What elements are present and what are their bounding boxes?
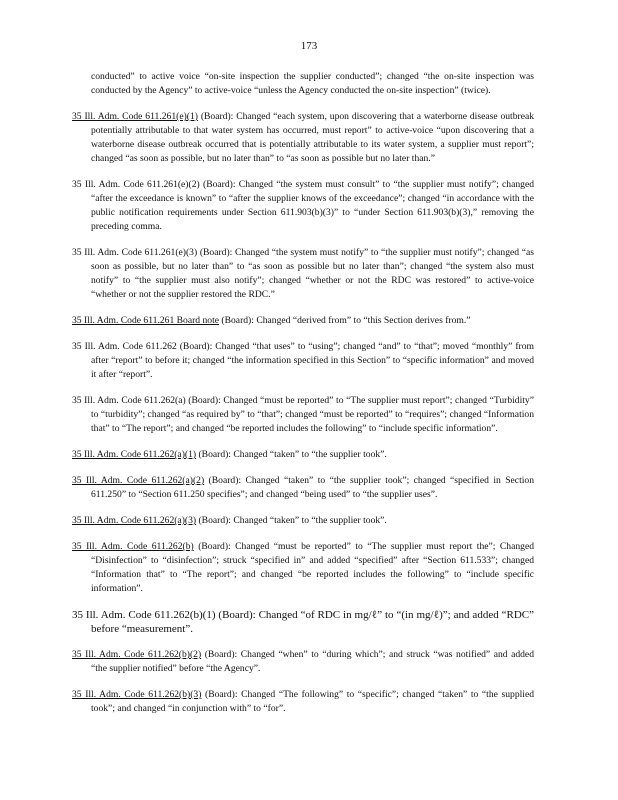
section-citation: 35 Ill. Adm. Code 611.262: [72, 341, 177, 352]
page-number: 173: [300, 40, 318, 52]
amendment-text: (Board): Changed “must be reported” to “The supplier must report”; changed “Turbidity” to “turbidity”; changed “as required by” to “that”; changed “must be reported” to “requires”; changed “Information that” to “The report”; and changed “be reported includes the following” to “include specific information”.: [91, 395, 534, 434]
section-citation: 35 Ill. Adm. Code 611.261(e)(2): [72, 179, 200, 190]
amendment-entry: [72, 246, 534, 302]
section-citation: 35 Ill. Adm. Code 611.262(a): [72, 395, 186, 406]
amendment-text: (Board): Changed “when” to “during which”; and struck “was notified” and added “the supplier notified” before “the Agency”.: [91, 649, 534, 674]
section-citation: 35 Ill. Adm. Code 611.261 Board note: [72, 315, 220, 326]
section-citation: 35 Ill. Adm. Code 611.261(e)(3): [72, 247, 198, 258]
amendment-entry: [72, 314, 534, 328]
amendment-text: (Board): Changed “taken” to “the supplier took”.: [196, 449, 387, 460]
section-citation: 35 Ill. Adm. Code 611.262(b)(3): [72, 689, 202, 700]
amendment-entry: [72, 474, 534, 502]
document-body: [72, 70, 534, 728]
amendment-entry: [72, 394, 534, 436]
section-citation: 35 Ill. Adm. Code 611.262(b): [72, 541, 194, 552]
amendment-text: (Board): Changed “taken” to “the supplier took”; changed “specified in Section 611.250” to “Section 611.250 specifies”; and changed “being used” to “the supplier uses”.: [91, 475, 534, 500]
continued-paragraph: conducted” to active voice “on-site inspection the supplier conducted”; changed “the on-site inspection was conducted by the Agency” to active-voice “unless the Agency conducted the on-site inspection” (twice).: [91, 71, 534, 96]
amendment-text: (Board): Changed “each system, upon discovering that a waterborne disease outbreak potentially attributable to that water system has occurred, must report” to active-voice “upon discovering that a waterborne disease outbreak occurred that is potentially attributable to its water system, a supplier must report”; changed “as soon as possible, but no later than” to “as soon as possible but no later than.”: [91, 111, 535, 164]
section-citation: 35 Ill. Adm. Code 611.262(a)(1): [72, 449, 197, 460]
amendment-list: [72, 110, 534, 716]
amendment-entry: [72, 340, 534, 382]
section-citation: 35 Ill. Adm. Code 611.262(b)(1): [72, 609, 216, 621]
amendment-text: (Board): Changed “the system must consult” to “the supplier must notify”; changed “after the exceedance is known” to “after the supplier knows of the exceedance”; changed “in accordance with the public notification requirements under Section 611.903(b)(3)” to “under Section 611.903(b)(3),” removing the preceding comma.: [91, 179, 535, 232]
amendment-text: (Board): Changed “the system must notify” to “the supplier must notify”; changed “as soon as possible, but no later than” to “as soon as possible but no later than”; changed “the system also must notify” to “the supplier must also notify”; changed “whether or not the RDC was restored” to active-voice “whether or not the supplier restored the RDC.”: [91, 247, 534, 300]
amendment-entry: [72, 688, 534, 716]
amendment-text: (Board): Changed “must be reported” to “The supplier must report the”; Changed “Disinfection” to “disinfection”; struck “specified in” and added “specified” after “Section 611.533”; changed “Information that” to “The report”; and changed “be reported includes the following” to “include specific information”.: [91, 541, 534, 594]
amendment-text: (Board): Changed “derived from” to “this Section derives from.”: [219, 315, 471, 326]
section-citation: 35 Ill. Adm. Code 611.262(b)(2): [72, 649, 202, 660]
amendment-entry: [72, 608, 534, 636]
amendment-text: (Board): Changed “The following” to “specific”; changed “taken” to “the supplied took”; and changed “in conjunction with” to “for”.: [91, 689, 535, 714]
amendment-text: (Board): Changed “taken” to “the supplier took”.: [196, 515, 387, 526]
amendment-entry: [72, 448, 534, 462]
amendment-text: (Board): Changed “that uses” to “using”; changed “and” to “that”; moved “monthly” from after “report” to before it; changed “the information specified in this Section” to “specific information” and moved it after “report”.: [91, 341, 534, 380]
section-citation: 35 Ill. Adm. Code 611.261(e)(1): [72, 111, 198, 122]
amendment-entry: [72, 514, 534, 528]
amendment-text: (Board): Changed “of RDC in mg/ℓ” to “(in mg/ℓ)”; and added “RDC” before “measurement”.: [91, 609, 534, 635]
amendment-entry: [72, 178, 534, 234]
amendment-entry: [72, 110, 534, 166]
section-citation: 35 Ill. Adm. Code 611.262(a)(2): [72, 475, 205, 486]
amendment-entry: [72, 540, 534, 596]
amendment-entry: [72, 648, 534, 676]
section-citation: 35 Ill. Adm. Code 611.262(a)(3): [72, 515, 197, 526]
